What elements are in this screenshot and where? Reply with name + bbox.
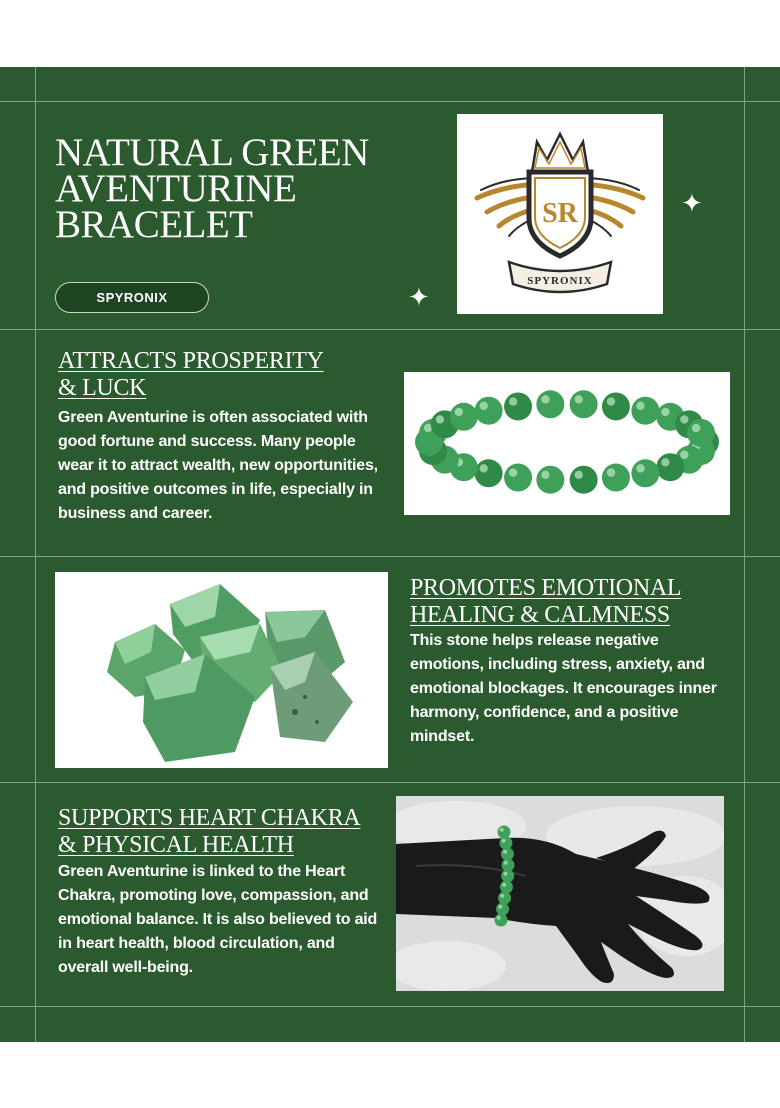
bead (602, 464, 630, 492)
logo-wordmark: SPYRONIX (527, 275, 593, 287)
page-title (55, 131, 395, 246)
bead (500, 881, 513, 894)
bead-highlight (575, 471, 583, 479)
bead-highlight (661, 458, 669, 466)
heading-line: & LUCK (58, 375, 147, 401)
bead (570, 466, 598, 494)
heading-line: & PHYSICAL HEALTH (58, 832, 294, 858)
hand-bracelet-photo (396, 796, 724, 991)
section-body-heart-chakra: Green Aventurine is linked to the Heart Chakra, promoting love, compassion, and emotional balance. It is also believed to aid in heart health, blood circulation, and overall well-being. (58, 863, 378, 976)
bead (450, 403, 478, 431)
bead (499, 837, 512, 850)
logo-monogram: SR (542, 198, 578, 229)
heading-line: ATTRACTS PROSPERITY (58, 348, 324, 374)
section-heading-prosperity (58, 348, 378, 402)
bead (536, 466, 564, 494)
bead-highlight (636, 402, 644, 410)
bead (501, 870, 514, 883)
bracelet-photo (404, 372, 730, 515)
grid-line (0, 556, 780, 557)
poster (0, 67, 780, 1042)
bead (656, 453, 684, 481)
bead-highlight (541, 395, 549, 403)
brand-badge (55, 282, 209, 313)
bead (475, 397, 503, 425)
brand-logo (457, 114, 663, 314)
brand-badge-label: SPYRONIX (96, 290, 168, 305)
bead-highlight (500, 894, 504, 898)
title-line: NATURAL GREEN (55, 131, 369, 174)
raw-stones-graphic (55, 572, 388, 768)
bead-highlight (498, 905, 502, 909)
bead-highlight (480, 464, 488, 472)
bead-highlight (503, 872, 507, 876)
heading-line: PROMOTES EMOTIONAL (410, 575, 682, 601)
grid-line (0, 1006, 780, 1007)
hand-bracelet-graphic (396, 796, 724, 991)
bead (504, 392, 532, 420)
bead (570, 390, 598, 418)
bead (504, 464, 532, 492)
section-body-prosperity: Green Aventurine is often associated with good fortune and success. Many people wear it to attract wealth, new opportunities, and positive outcomes in life, especially in business and career. (58, 409, 378, 522)
bead (687, 419, 715, 447)
grid-line (0, 101, 780, 102)
bead-highlight (436, 415, 444, 423)
bead-highlight (680, 451, 688, 459)
grid-line (35, 67, 36, 1042)
bead-highlight (541, 471, 549, 479)
title-line: BRACELET (55, 203, 253, 246)
title-line: AVENTURINE (55, 167, 297, 210)
bead (631, 397, 659, 425)
heading-line: SUPPORTS HEART CHAKRA (58, 805, 361, 831)
bead-highlight (502, 839, 506, 843)
grid-line (0, 782, 780, 783)
raw-stones-photo (55, 572, 388, 768)
bead (536, 390, 564, 418)
heading-line: HEALING & CALMNESS (410, 602, 670, 628)
bead-highlight (480, 402, 488, 410)
bead-highlight (636, 464, 644, 472)
bead-highlight (607, 468, 615, 476)
grid-line (0, 329, 780, 330)
bead (496, 903, 509, 916)
section-heading-healing (410, 575, 740, 629)
bead (475, 459, 503, 487)
bracelet-graphic (404, 372, 730, 515)
bead-highlight (692, 424, 700, 432)
bead-highlight (504, 861, 508, 865)
bead-highlight (497, 916, 501, 920)
bead (494, 914, 507, 927)
bead-highlight (502, 883, 506, 887)
bead-highlight (455, 408, 463, 416)
bead-highlight (575, 395, 583, 403)
bead-highlight (509, 468, 517, 476)
section-body-healing: This stone helps release negative emotions, including stress, anxiety, and emotional blockages. It encourages inner harmony, confidence, and a positive mindset. (410, 632, 717, 745)
sparkle-icon: ✦ (408, 282, 430, 312)
bead-highlight (500, 828, 504, 832)
bead-highlight (680, 415, 688, 423)
bead (498, 892, 511, 905)
section-heading-heart-chakra (58, 805, 388, 859)
brand-logo-graphic (457, 114, 663, 314)
bead (631, 459, 659, 487)
bead (602, 392, 630, 420)
bead-highlight (661, 408, 669, 416)
bead (498, 826, 511, 839)
bead-highlight (607, 397, 615, 405)
bead-highlight (503, 850, 507, 854)
sparkle-icon: ✦ (681, 188, 703, 218)
grid-line (744, 67, 745, 1042)
bead-highlight (509, 397, 517, 405)
